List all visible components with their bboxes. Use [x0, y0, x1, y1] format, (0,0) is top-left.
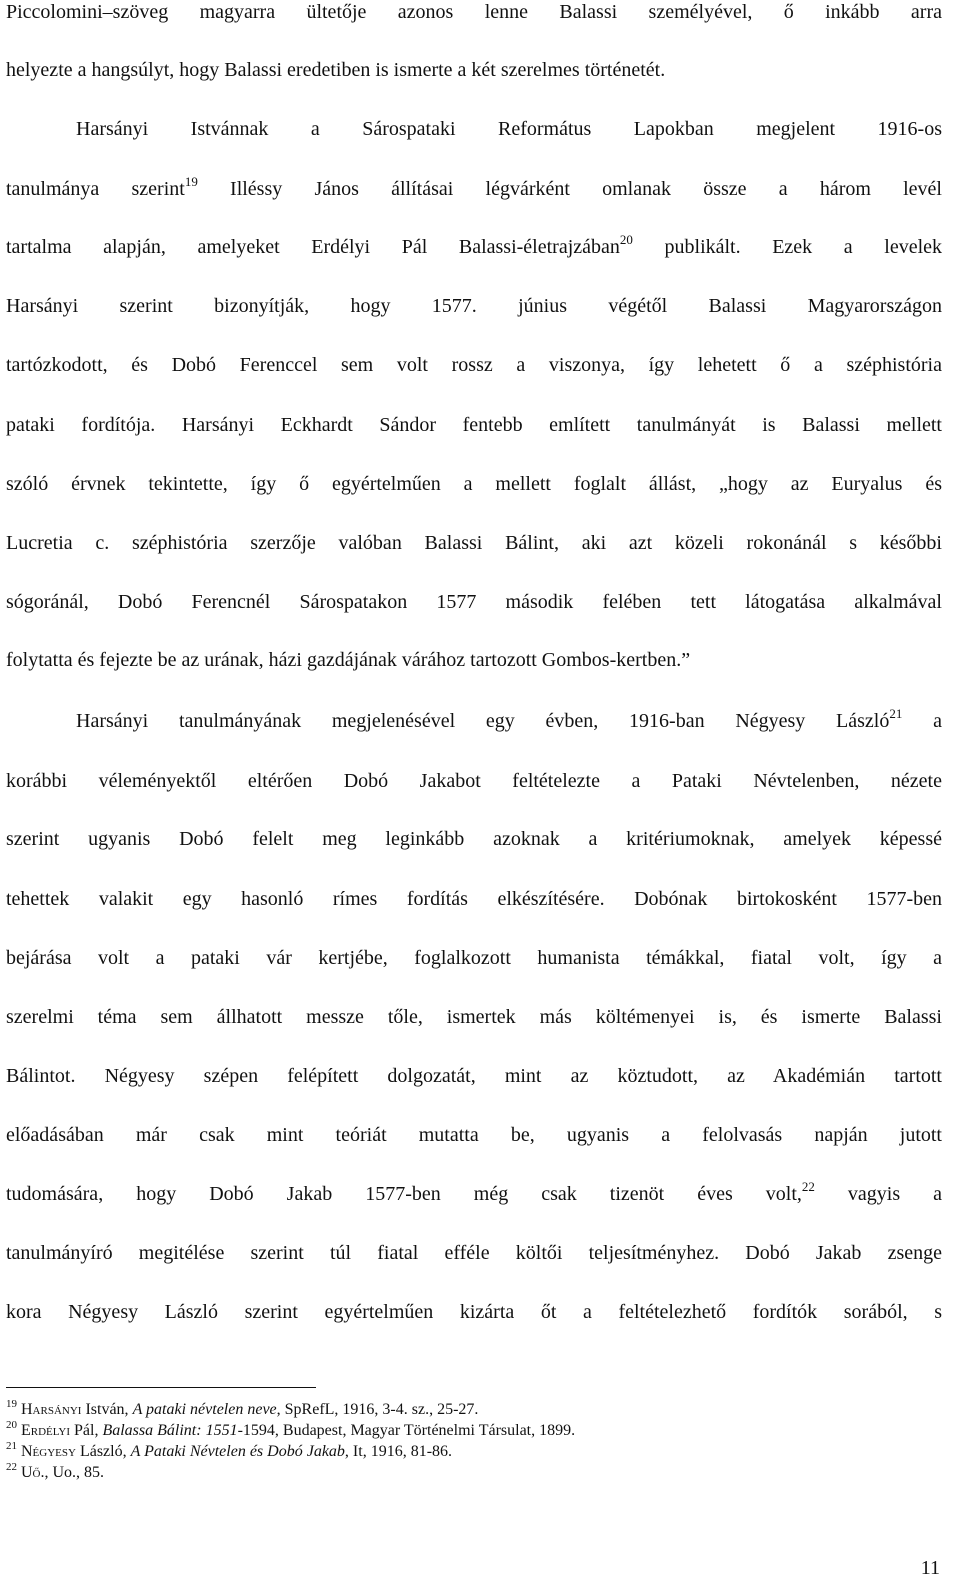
body-line-1: Piccolomini–szöveg magyarra ültetője azonos lenne Balassi személyével, ő inkább arra [6, 1, 942, 23]
body-line-20: előadásában már csak mint teóriát mutatta be, ugyanis a felolvasás napján jutott [6, 1124, 942, 1146]
footnote-ref-19: 19 [184, 174, 198, 189]
body-line-13-text-cont: a [902, 710, 942, 732]
body-line-4 [6, 174, 942, 201]
body-line-21-text-cont: vagyis a [814, 1183, 943, 1205]
footnote-number: 22 [6, 1461, 17, 1473]
body-line-16: tehettek valakit egy hasonló rímes fordítás elkészítésére. Dobónak birtokosként 1577-ben [6, 888, 942, 910]
body-line-3: Harsányi Istvánnak a Sárospataki Református Lapokban megjelent 1916-os [76, 118, 942, 140]
footnote-20 [6, 1421, 946, 1441]
footnote-19 [6, 1400, 946, 1420]
footnote-separator [6, 1387, 316, 1388]
footnote-22 [6, 1463, 946, 1483]
body-line-6: Harsányi szerint bizonyítják, hogy 1577. június végétől Balassi Magyarországon [6, 295, 942, 317]
footnote-number: 20 [6, 1419, 17, 1431]
body-line-21 [6, 1179, 943, 1206]
body-line-21-text: tudomására, hogy Dobó Jakab 1577-ben még csak tizenöt éves volt, [6, 1183, 802, 1205]
body-line-2: helyezte a hangsúlyt, hogy Balassi eredetiben is ismerte a két szerelmes történetét. [6, 59, 666, 81]
page-number: 11 [920, 1557, 940, 1579]
body-line-11: sógoránál, Dobó Ferencnél Sárospatakon 1577 második felében tett látogatása alkalmával [6, 591, 942, 613]
footnote-ref-20: 20 [619, 232, 633, 247]
footnote-author: Erdélyi [21, 1422, 70, 1439]
footnote-given: ., Uo., 85. [40, 1464, 105, 1481]
footnote-ref-21: 21 [889, 706, 903, 721]
body-line-17: bejárása volt a pataki vár kertjébe, foglalkozott humanista témákkal, fiatal volt, így a [6, 947, 942, 969]
footnote-rest: -1594, Budapest, Magyar Történelmi Társulat, 1899. [237, 1422, 576, 1439]
body-line-5-text: tartalma alapján, amelyeket Erdélyi Pál Balassi-életrajzában [6, 236, 620, 258]
footnote-author: Uő [21, 1464, 41, 1481]
body-line-14: korábbi véleményektől eltérően Dobó Jakabot feltételezte a Pataki Névtelenben, nézete [6, 770, 942, 792]
footnote-author: Négyesy [21, 1443, 76, 1460]
footnote-rest: , SpRefL, 1916, 3-4. sz., 25-27. [276, 1401, 479, 1418]
footnote-number: 21 [6, 1440, 17, 1452]
body-line-5 [6, 232, 943, 259]
footnote-title: A pataki névtelen neve [132, 1401, 277, 1418]
body-line-8: pataki fordítója. Harsányi Eckhardt Sándor fentebb említett tanulmányát is Balassi mellett [6, 414, 942, 436]
body-line-7: tartózkodott, és Dobó Ferenccel sem volt rossz a viszonya, így lehetett ő a széphistória [6, 354, 942, 376]
body-line-4-text-cont: Illéssy János állításai légvárként omlanak össze a három levél [197, 178, 942, 200]
footnote-given: István, [81, 1401, 133, 1418]
body-line-22: tanulmányíró megitélése szerint túl fiatal efféle költői teljesítményhez. Dobó Jakab zsenge [6, 1242, 942, 1264]
footnote-author: Harsányi [21, 1401, 82, 1418]
body-line-19: Bálintot. Négyesy szépen felépített dolgozatát, mint az köztudott, az Akadémián tartott [6, 1065, 942, 1087]
footnote-21 [6, 1442, 946, 1462]
body-line-10: Lucretia c. széphistória szerzője valóban Balassi Bálint, aki azt közeli rokonánál s későbbi [6, 532, 942, 554]
body-line-13 [76, 706, 942, 733]
footnote-given: Pál, [70, 1422, 103, 1439]
body-line-18: szerelmi téma sem állhatott messze tőle, ismertek más költémenyei is, és ismerte Balassi [6, 1006, 942, 1028]
body-line-15: szerint ugyanis Dobó felelt meg leginkább azoknak a kritériumoknak, amelyek képessé [6, 828, 942, 850]
footnote-ref-22: 22 [801, 1179, 815, 1194]
footnote-title: Balassa Bálint: 1551 [102, 1422, 238, 1439]
footnote-number: 19 [6, 1398, 17, 1410]
body-line-12: folytatta és fejezte be az urának, házi gazdájának várához tartozott Gombos-kertben.” [6, 649, 691, 671]
footnote-rest: , It, 1916, 81-86. [344, 1443, 453, 1460]
body-line-4-text: tanulmánya szerint [6, 178, 185, 200]
footnote-given: László, [75, 1443, 131, 1460]
body-line-5-text-cont: publikált. Ezek a levelek [632, 236, 943, 258]
body-line-23: kora Négyesy László szerint egyértelműen kizárta őt a feltételezhető fordítók sorából, s [6, 1301, 942, 1323]
body-line-13-text: Harsányi tanulmányának megjelenésével egy évben, 1916-ban Négyesy László [76, 710, 890, 732]
body-line-9: szóló érvnek tekintette, így ő egyértelműen a mellett foglalt állást, „hogy az Euryalus és [6, 473, 942, 495]
footnote-title: A Pataki Névtelen és Dobó Jakab [130, 1443, 345, 1460]
